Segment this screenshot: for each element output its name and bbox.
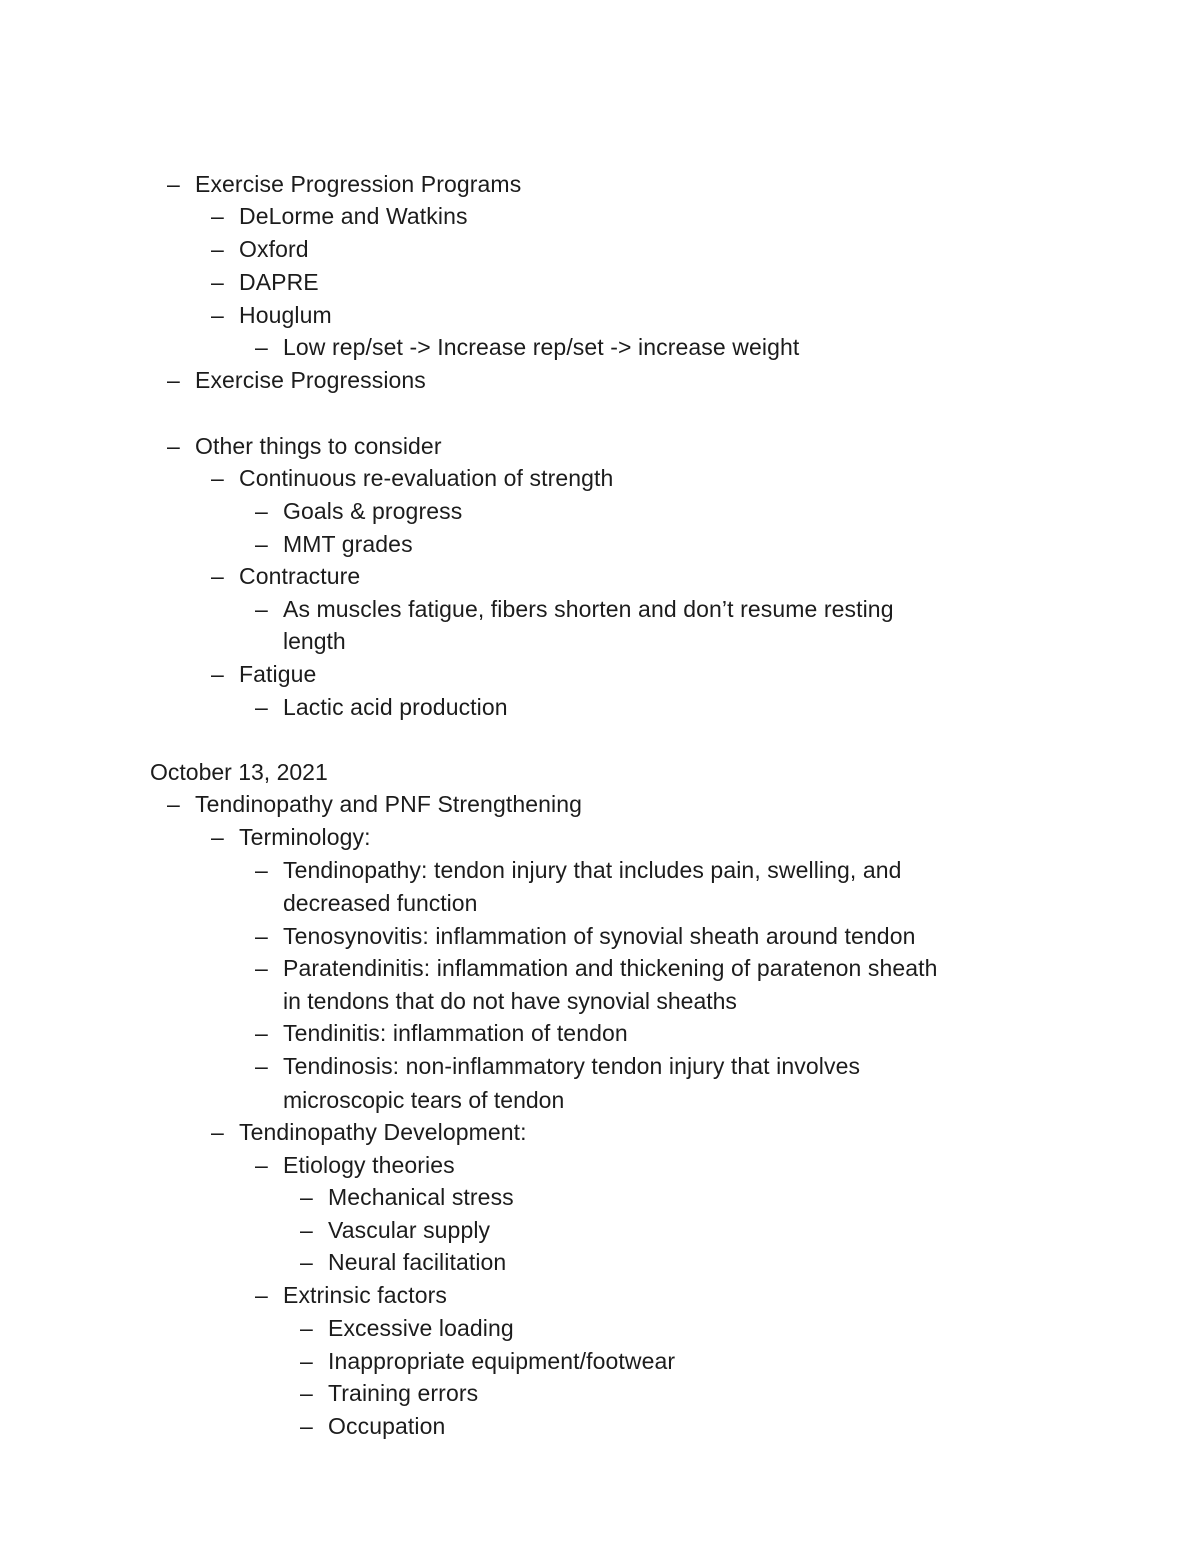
bullet-dash: – bbox=[300, 1348, 313, 1374]
bullet-dash: – bbox=[211, 465, 224, 491]
list-item-continuation: in tendons that do not have synovial sheaths bbox=[283, 988, 737, 1014]
bullet-dash: – bbox=[211, 563, 224, 589]
list-item-text: Occupation bbox=[328, 1413, 446, 1439]
bullet-dash: – bbox=[300, 1217, 313, 1243]
bullet-dash: – bbox=[167, 367, 180, 393]
bullet-dash: – bbox=[211, 269, 224, 295]
list-item-text: Vascular supply bbox=[328, 1217, 491, 1243]
list-item-text: Training errors bbox=[328, 1380, 479, 1406]
bullet-dash: – bbox=[255, 1152, 268, 1178]
list-item-text: Mechanical stress bbox=[328, 1184, 514, 1210]
list-item-text: Oxford bbox=[239, 236, 309, 262]
list-item-continuation: microscopic tears of tendon bbox=[283, 1087, 565, 1113]
bullet-dash: – bbox=[300, 1184, 313, 1210]
bullet-dash: – bbox=[211, 203, 224, 229]
list-item-text: DeLorme and Watkins bbox=[239, 203, 468, 229]
bullet-dash: – bbox=[211, 661, 224, 687]
list-item-text: Contracture bbox=[239, 563, 361, 589]
list-item-text: Inappropriate equipment/footwear bbox=[328, 1348, 676, 1374]
list-item-text: Continuous re-evaluation of strength bbox=[239, 465, 614, 491]
bullet-dash: – bbox=[255, 1053, 268, 1079]
bullet-dash: – bbox=[255, 955, 268, 981]
bullet-dash: – bbox=[167, 433, 180, 459]
bullet-dash: – bbox=[300, 1380, 313, 1406]
bullet-dash: – bbox=[300, 1315, 313, 1341]
list-item-continuation: length bbox=[283, 628, 346, 654]
bullet-dash: – bbox=[255, 334, 268, 360]
bullet-dash: – bbox=[211, 236, 224, 262]
list-item-text: Goals & progress bbox=[283, 498, 463, 524]
bullet-dash: – bbox=[255, 857, 268, 883]
bullet-dash: – bbox=[255, 596, 268, 622]
list-item-text: Tendinopathy Development: bbox=[239, 1119, 527, 1145]
bullet-dash: – bbox=[255, 498, 268, 524]
bullet-dash: – bbox=[255, 531, 268, 557]
bullet-dash: – bbox=[300, 1249, 313, 1275]
bullet-dash: – bbox=[167, 171, 180, 197]
list-item-text: Etiology theories bbox=[283, 1152, 455, 1178]
list-item-text: Low rep/set -> Increase rep/set -> increase weight bbox=[283, 334, 800, 360]
bullet-dash: – bbox=[255, 1020, 268, 1046]
list-item-text: Exercise Progressions bbox=[195, 367, 426, 393]
list-item-text: Extrinsic factors bbox=[283, 1282, 448, 1308]
list-item-text: Terminology: bbox=[239, 824, 371, 850]
list-item-text: Tenosynovitis: inflammation of synovial sheath around tendon bbox=[283, 923, 916, 949]
list-item-text: Tendinitis: inflammation of tendon bbox=[283, 1020, 628, 1046]
bullet-dash: – bbox=[211, 824, 224, 850]
list-item-text: Houglum bbox=[239, 302, 332, 328]
list-item-text: Tendinopathy and PNF Strengthening bbox=[195, 791, 582, 817]
bullet-dash: – bbox=[167, 791, 180, 817]
list-item-text: MMT grades bbox=[283, 531, 413, 557]
list-item-text: As muscles fatigue, fibers shorten and don’t resume resting bbox=[283, 596, 894, 622]
list-item-text: Neural facilitation bbox=[328, 1249, 507, 1275]
list-item-text: Excessive loading bbox=[328, 1315, 514, 1341]
list-item-text: Paratendinitis: inflammation and thickening of paratenon sheath bbox=[283, 955, 938, 981]
list-item-text: Tendinopathy: tendon injury that includes pain, swelling, and bbox=[283, 857, 902, 883]
list-item-continuation: decreased function bbox=[283, 890, 478, 916]
list-item-text: Fatigue bbox=[239, 661, 317, 687]
list-item-text: DAPRE bbox=[239, 269, 319, 295]
date-heading: October 13, 2021 bbox=[150, 759, 328, 785]
list-item-text: Other things to consider bbox=[195, 433, 442, 459]
list-item-text: Exercise Progression Programs bbox=[195, 171, 522, 197]
bullet-dash: – bbox=[300, 1413, 313, 1439]
bullet-dash: – bbox=[211, 302, 224, 328]
bullet-dash: – bbox=[211, 1119, 224, 1145]
list-item-text: Tendinosis: non-inflammatory tendon injury that involves bbox=[283, 1053, 861, 1079]
list-item-text: Lactic acid production bbox=[283, 694, 508, 720]
bullet-dash: – bbox=[255, 694, 268, 720]
bullet-dash: – bbox=[255, 1282, 268, 1308]
bullet-dash: – bbox=[255, 923, 268, 949]
